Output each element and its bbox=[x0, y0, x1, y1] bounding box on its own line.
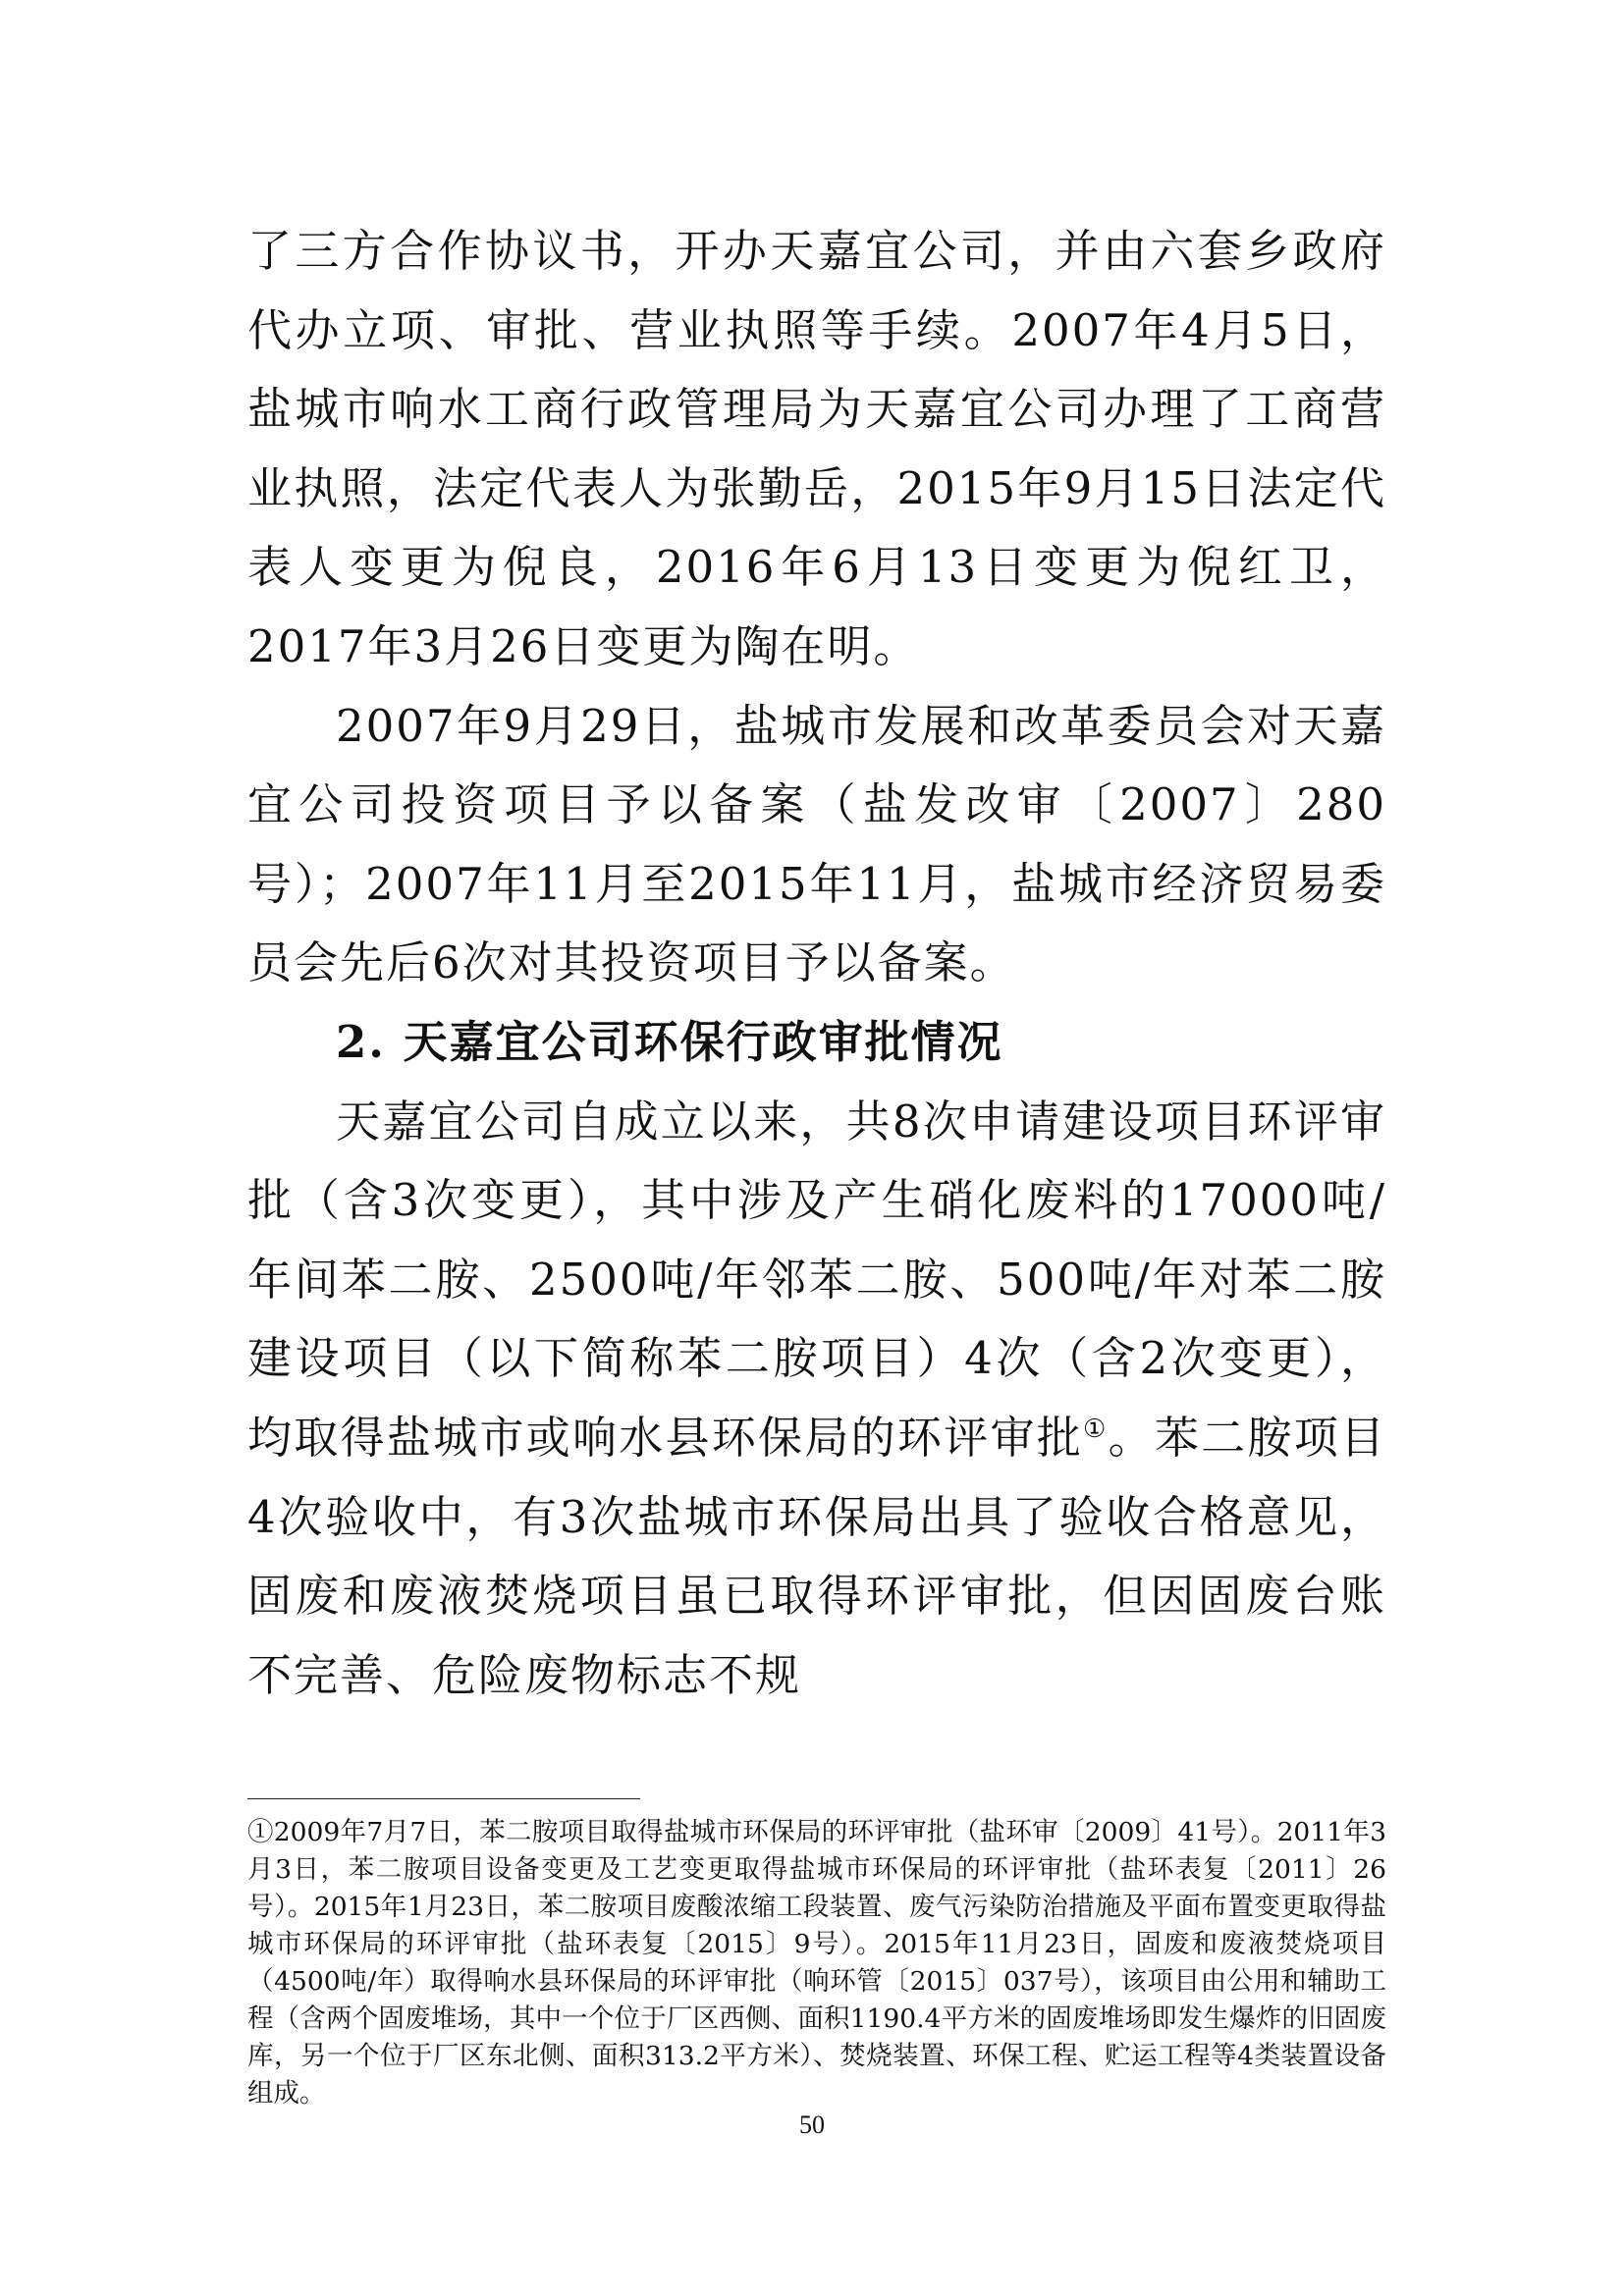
paragraph-continuation: 了三方合作协议书，开办天嘉宜公司，并由六套乡政府代办立项、审批、营业执照等手续。2007年4月5日，盐城市响水工商行政管理局为天嘉宜公司办理了工商营业执照，法定代表人为张勤岳，2015年9月15日法定代表人变更为倪良，2016年6月13日变更为倪红卫，2017年3月26日变更为陶在明。 bbox=[247, 225, 1386, 672]
body-text bbox=[247, 212, 1386, 1715]
paragraph-text-after-note: 。苯二胺项目4次验收中，有3次盐城市环保局出具了验收合格意见，固废和废液焚烧项目虽已取得环评审批，但因固废台账不完善、危险废物标志不规 bbox=[247, 1411, 1386, 1701]
page-number: 50 bbox=[799, 2110, 825, 2139]
footnote-text: ①2009年7月7日，苯二胺项目取得盐城市环保局的环评审批（盐环审〔2009〕41号）。2011年3月3日，苯二胺项目设备变更及工艺变更取得盐城市环保局的环评审批（盐环表复〔2011〕26号）。2015年1月23日，苯二胺项目废酸浓缩工段装置、废气污染防治措施及平面布置变更取得盐城市环保局的环评审批（盐环表复〔2015〕9号）。2015年11月23日，固废和废液焚烧项目（4500吨/年）取得响水县环保局的环评审批（响环管〔2015〕037号），该项目由公用和辅助工程（含两个固废堆场，其中一个位于厂区西侧、面积1190.4平方米的固废堆场即发生爆炸的旧固废库，另一个位于厂区东北侧、面积313.2平方米）、焚烧装置、环保工程、贮运工程等4类装置设备组成。 bbox=[247, 1817, 1386, 2109]
paragraph-environmental-approval bbox=[247, 1083, 1386, 1716]
footnote-divider bbox=[247, 1798, 640, 1799]
footnote-area bbox=[247, 1814, 1386, 2112]
section-heading: 2. 天嘉宜公司环保行政审批情况 bbox=[336, 1015, 1003, 1068]
paragraph-text-before-note: 天嘉宜公司自成立以来，共8次申请建设项目环评审批（含3次变更），其中涉及产生硝化废料的17000吨/年间苯二胺、2500吨/年邻苯二胺、500吨/年对苯二胺建设项目（以下简称苯二胺项目）4次（含2次变更），均取得盐城市或响水县环保局的环评审批 bbox=[247, 1095, 1386, 1464]
footnote-reference[interactable]: ① bbox=[1083, 1414, 1109, 1444]
paragraph-registration: 2007年9月29日，盐城市发展和改革委员会对天嘉宜公司投资项目予以备案（盐发改审〔2007〕280号）；2007年11月至2015年11月，盐城市经济贸易委员会先后6次对其投资项目予以备案。 bbox=[247, 699, 1386, 989]
